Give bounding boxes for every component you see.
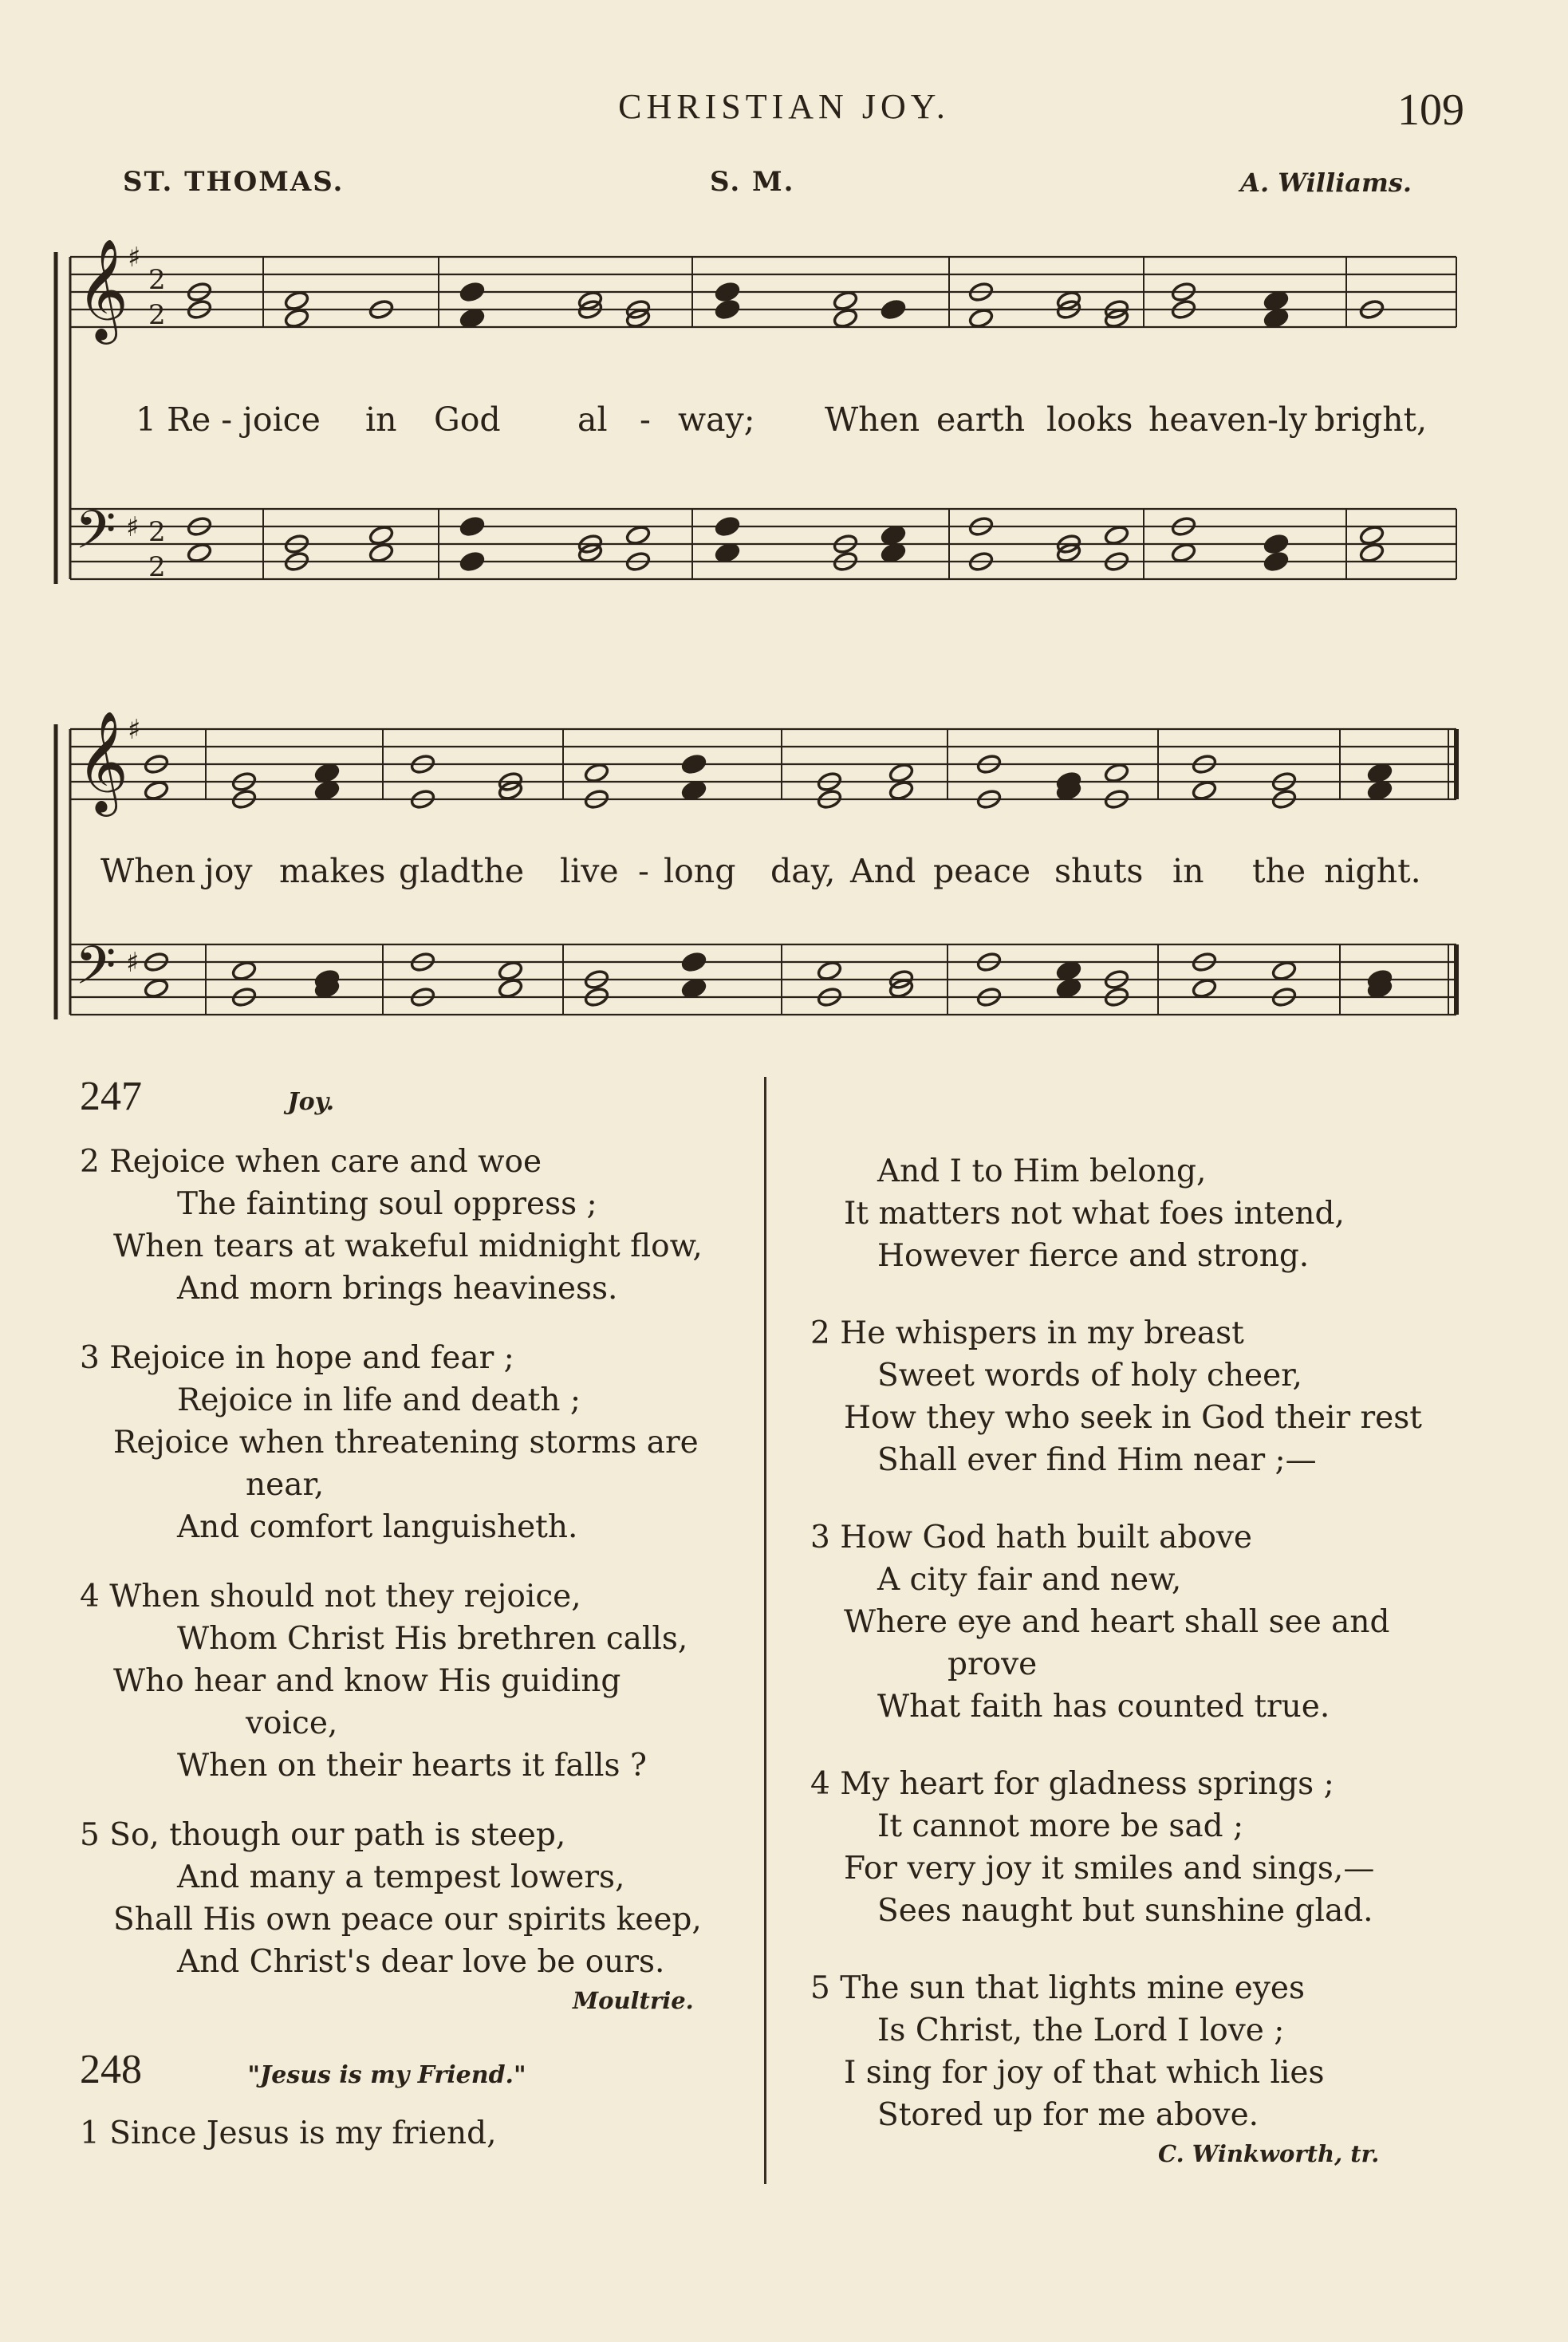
stanza-line: voice, xyxy=(246,1705,338,1741)
stanza-line: How they who seek in God their rest xyxy=(844,1400,1422,1436)
stanza-line: However fierce and strong. xyxy=(877,1238,1310,1274)
stanza-line: What faith has counted true. xyxy=(877,1689,1330,1725)
lyric-23: shuts xyxy=(1054,852,1144,890)
note-head xyxy=(584,762,610,783)
lyric-24: in xyxy=(1172,852,1204,890)
stanza-number: 1 xyxy=(80,2115,100,2151)
hymn-author: Moultrie. xyxy=(573,1987,694,2014)
lyric-2: in xyxy=(365,400,397,439)
note-head xyxy=(459,550,486,572)
note-head xyxy=(1359,542,1385,563)
clefs xyxy=(75,238,166,1009)
note-head xyxy=(284,290,310,311)
lyric-9: looks xyxy=(1046,400,1133,439)
lyric-10: heaven-ly xyxy=(1148,400,1308,439)
stanza-line: Where eye and heart shall see and xyxy=(844,1604,1390,1640)
stanza-line: It cannot more be sad ; xyxy=(877,1808,1244,1844)
stanza-number: 3 xyxy=(80,1340,100,1376)
sharp-icon: ♯ xyxy=(126,511,140,543)
lyric-12: When xyxy=(100,852,196,890)
stanza-number: 2 xyxy=(810,1315,830,1351)
note-head xyxy=(1192,977,1218,999)
stanza-line: Rejoice in life and death ; xyxy=(177,1382,581,1418)
stanza-line: near, xyxy=(246,1467,325,1503)
time-signature: 2 xyxy=(148,551,166,583)
stanza-number: 5 xyxy=(80,1817,100,1853)
lyric-4: al xyxy=(577,400,608,439)
lyric-8: earth xyxy=(936,400,1026,439)
lyric-7: When xyxy=(825,400,920,439)
lyric-13: joy xyxy=(204,852,253,890)
note-head xyxy=(625,524,652,546)
note-heads xyxy=(144,281,1393,1007)
note-head xyxy=(1263,550,1290,572)
stanza-line: Sweet words of holy cheer, xyxy=(877,1358,1302,1394)
note-head xyxy=(1192,779,1218,801)
lyric-22: peace xyxy=(933,852,1031,890)
stanza-line: I sing for joy of that which lies xyxy=(844,2055,1325,2091)
stanza-line: Rejoice when threatening storms are xyxy=(113,1425,699,1461)
note-head xyxy=(1271,960,1298,981)
page-number: 109 xyxy=(1397,85,1464,135)
time-signature: 2 xyxy=(148,264,166,296)
stanza-line: It matters not what foes intend, xyxy=(844,1196,1345,1232)
staff-lines xyxy=(56,252,1456,1019)
note-head xyxy=(314,762,341,783)
note-head xyxy=(1104,762,1130,783)
note-head xyxy=(1367,779,1393,801)
tune-composer: A. Williams. xyxy=(1240,168,1412,198)
hymn-title: "Jesus is my Friend." xyxy=(247,2061,526,2089)
note-head xyxy=(314,779,341,801)
sharp-icon: ♯ xyxy=(128,242,141,274)
stanza-number: 5 xyxy=(810,1970,830,2006)
lyric-1: 1 Re - joice xyxy=(136,400,321,439)
running-title: CHRISTIAN JOY. xyxy=(618,87,950,126)
note-head xyxy=(1263,533,1290,554)
note-head xyxy=(968,307,995,329)
lyric-26: night. xyxy=(1324,852,1421,890)
stanza-line: prove xyxy=(947,1646,1038,1682)
note-head xyxy=(1359,524,1385,546)
lyric-19: long xyxy=(664,852,736,890)
note-head xyxy=(681,753,707,775)
note-head xyxy=(498,977,524,999)
note-head xyxy=(1263,290,1290,311)
stanza-line: The fainting soul oppress ; xyxy=(177,1186,597,1222)
stanza-line: When on their hearts it falls ? xyxy=(177,1748,647,1784)
note-head xyxy=(231,960,258,981)
stanza-line: When tears at wakeful midnight flow, xyxy=(113,1228,703,1264)
note-head xyxy=(1171,542,1197,563)
lyric-17: live xyxy=(560,852,619,890)
hymn-author: C. Winkworth, tr. xyxy=(1158,2140,1380,2167)
note-head xyxy=(459,515,486,537)
note-head xyxy=(715,281,741,302)
stanza-line: Stored up for me above. xyxy=(877,2097,1259,2133)
time-signature: 2 xyxy=(148,516,166,548)
stanza-line: Is Christ, the Lord I love ; xyxy=(877,2013,1285,2048)
tune-name: ST. THOMAS. xyxy=(123,166,345,198)
stanza-line: When should not they rejoice, xyxy=(109,1579,581,1615)
note-head xyxy=(881,542,907,563)
stanza-line: Shall ever find Him near ;— xyxy=(877,1442,1317,1478)
stanza-line: Who hear and know His guiding xyxy=(113,1663,621,1699)
note-head xyxy=(144,977,170,999)
lyric-20: day, xyxy=(770,852,836,890)
lyric-18: - xyxy=(638,852,649,890)
stanza-line: Shall His own peace our spirits keep, xyxy=(113,1902,702,1938)
note-head xyxy=(715,542,741,563)
lyric-6: way; xyxy=(678,400,755,439)
stanza-line: Rejoice in hope and fear ; xyxy=(109,1340,514,1376)
tune-meter: S. M. xyxy=(710,166,795,198)
note-head xyxy=(881,524,907,546)
stanza-line: How God hath built above xyxy=(840,1520,1252,1555)
treble-clef-icon: 𝄞 xyxy=(77,710,129,812)
stanza-line: Rejoice when care and woe xyxy=(109,1144,542,1180)
note-head xyxy=(498,960,524,981)
treble-clef-icon: 𝄞 xyxy=(77,238,129,340)
note-head xyxy=(715,298,741,320)
stanza-line: A city fair and new, xyxy=(877,1562,1182,1598)
stanza-line: Whom Christ His brethren calls, xyxy=(177,1621,688,1657)
note-head xyxy=(459,307,486,329)
note-head xyxy=(1367,762,1393,783)
stanza-line: And Christ's dear love be ours. xyxy=(177,1944,665,1980)
stanza-line: For very joy it smiles and sings,— xyxy=(844,1851,1375,1887)
stanza-number: 4 xyxy=(810,1766,830,1802)
note-head xyxy=(144,779,170,801)
note-head xyxy=(368,542,395,563)
stanza-number: 4 xyxy=(80,1579,100,1615)
note-head xyxy=(833,307,859,329)
note-head xyxy=(459,281,486,302)
note-head xyxy=(1056,977,1082,999)
lyric-3: God xyxy=(434,400,501,439)
lyric-25: the xyxy=(1252,852,1306,890)
lyric-11: bright, xyxy=(1314,400,1428,439)
note-head xyxy=(681,977,707,999)
note-head xyxy=(368,524,395,546)
stanza-number: 3 xyxy=(810,1520,830,1555)
stanza-number: 2 xyxy=(80,1144,100,1180)
stanza-line: He whispers in my breast xyxy=(840,1315,1244,1351)
stanza-line: And I to Him belong, xyxy=(877,1153,1207,1189)
note-head xyxy=(833,290,859,311)
hymn-number: 247 xyxy=(80,1074,142,1119)
note-head xyxy=(681,951,707,972)
hymn-number: 248 xyxy=(80,2047,142,2092)
bass-clef-icon: 𝄢 xyxy=(75,935,116,1009)
stanza-line: And comfort languisheth. xyxy=(177,1509,578,1545)
note-head xyxy=(817,960,843,981)
note-head xyxy=(1263,307,1290,329)
note-head xyxy=(888,779,915,801)
stanza-line: Sees naught but sunshine glad. xyxy=(877,1893,1373,1929)
hymn-248 xyxy=(810,1150,1504,2170)
lyric-21: And xyxy=(850,852,916,890)
note-head xyxy=(681,779,707,801)
time-signature: 2 xyxy=(148,299,166,331)
note-head xyxy=(1056,960,1082,981)
sharp-icon: ♯ xyxy=(126,947,140,979)
note-head xyxy=(284,307,310,329)
stanza-line: Since Jesus is my friend, xyxy=(109,2115,497,2151)
stanza-line: And many a tempest lowers, xyxy=(177,1859,625,1895)
note-head xyxy=(187,542,213,563)
stanza-line: And morn brings heaviness. xyxy=(177,1271,618,1307)
hymn-247 xyxy=(80,1075,758,2155)
lyric-5: - xyxy=(640,400,651,439)
note-head xyxy=(715,515,741,537)
lyric-16: the xyxy=(471,852,525,890)
lyric-14: makes xyxy=(279,852,386,890)
stanza-line: So, though our path is steep, xyxy=(109,1817,566,1853)
hymn-title: Joy. xyxy=(287,1088,335,1116)
note-head xyxy=(881,298,907,320)
sharp-icon: ♯ xyxy=(128,714,141,746)
music-score xyxy=(0,0,1568,1053)
stanza-line: The sun that lights mine eyes xyxy=(840,1970,1305,2006)
note-head xyxy=(888,762,915,783)
column-divider xyxy=(764,1077,766,2184)
note-head xyxy=(1104,524,1130,546)
stanza-line: My heart for gladness springs ; xyxy=(840,1766,1334,1802)
bass-clef-icon: 𝄢 xyxy=(75,499,116,574)
lyric-15: glad xyxy=(399,852,471,890)
